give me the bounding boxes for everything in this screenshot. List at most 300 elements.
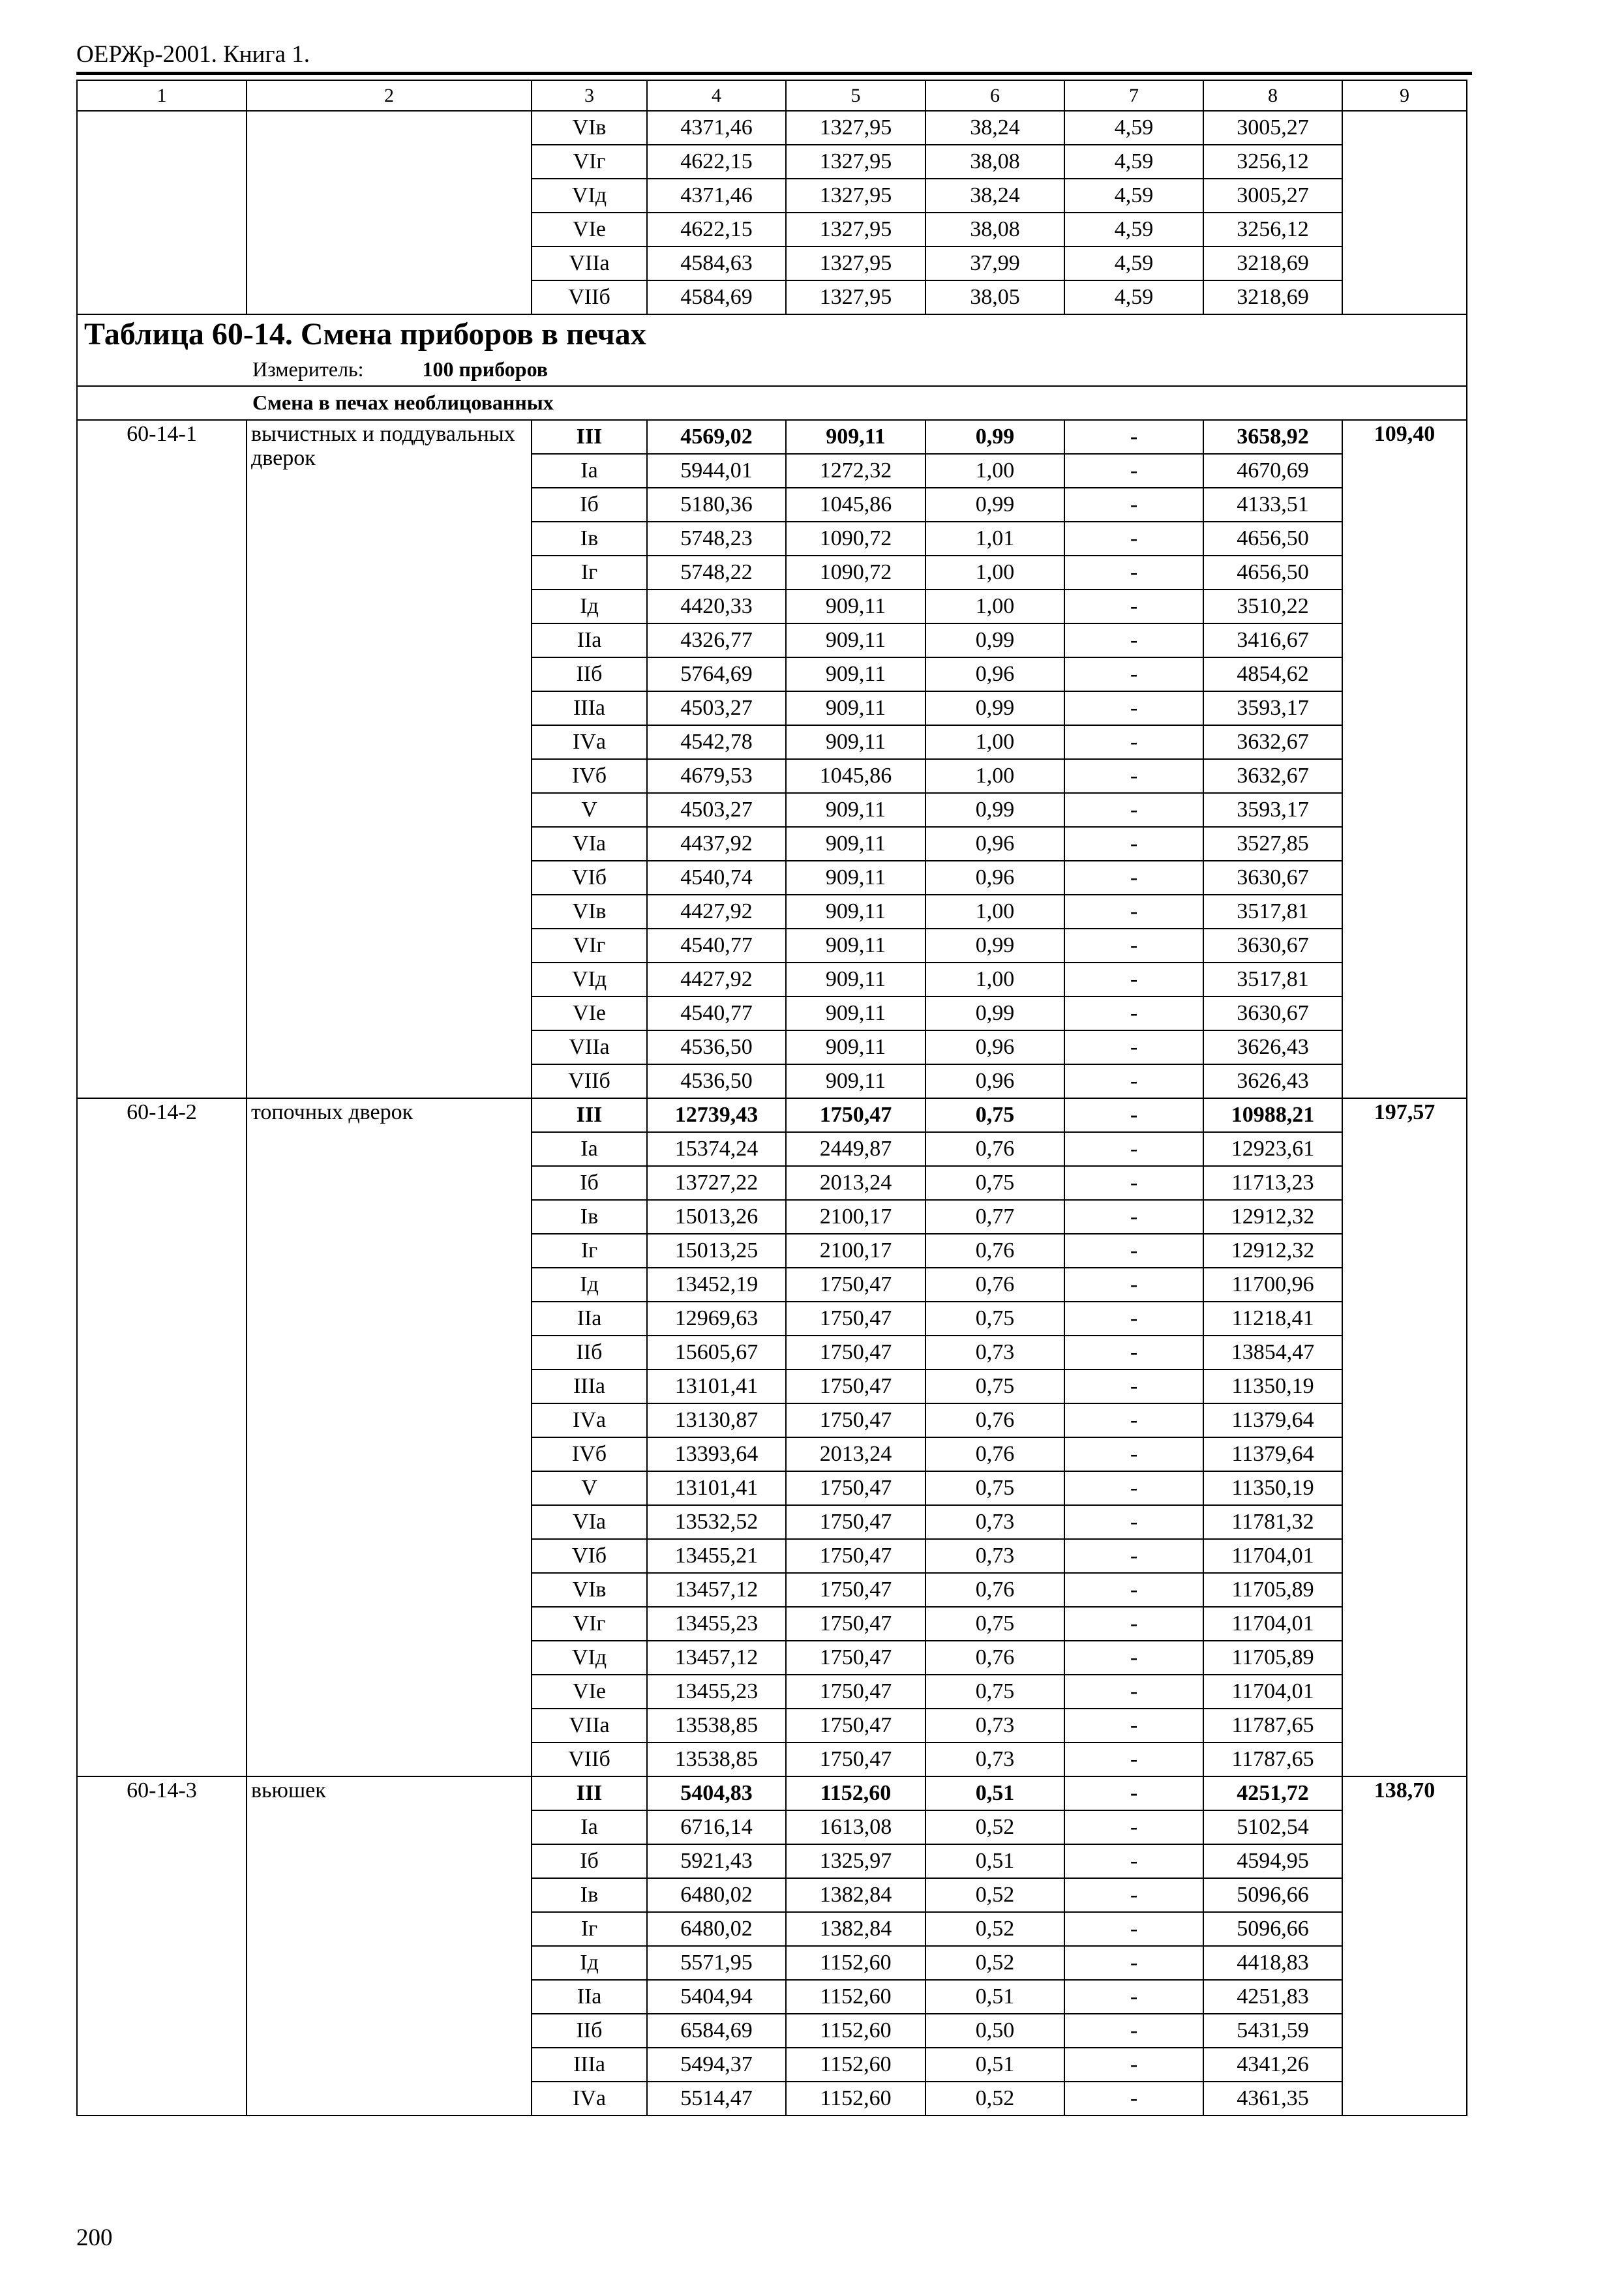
table-cell: 12912,32 <box>1203 1234 1342 1268</box>
measure-value: 100 приборов <box>422 357 549 382</box>
table-cell: III <box>532 420 647 454</box>
table-cell: 0,99 <box>925 691 1064 725</box>
table-cell: 0,75 <box>925 1098 1064 1132</box>
table-cell: 4251,72 <box>1203 1776 1342 1810</box>
table-cell: Iд <box>532 590 647 623</box>
table-cell: 0,76 <box>925 1234 1064 1268</box>
table-cell: 38,24 <box>925 179 1064 213</box>
section-title: Смена в печах необлицованных <box>77 386 1467 420</box>
table-cell: 13457,12 <box>647 1641 786 1675</box>
table-cell: - <box>1064 1030 1203 1064</box>
table-cell: 1,01 <box>925 522 1064 556</box>
extra-cell <box>1342 111 1467 314</box>
table-cell: 4569,02 <box>647 420 786 454</box>
column-number: 1 <box>77 80 247 111</box>
table-row <box>77 420 1467 454</box>
code-cell: 60-14-2 <box>77 1098 247 1776</box>
table-cell: 1750,47 <box>786 1675 925 1709</box>
table-cell: 0,75 <box>925 1166 1064 1200</box>
table-cell: VIе <box>532 996 647 1030</box>
table-cell: 0,50 <box>925 2014 1064 2048</box>
table-cell: VIIб <box>532 280 647 314</box>
table-cell: 1750,47 <box>786 1302 925 1336</box>
table-cell: IVа <box>532 1403 647 1437</box>
table-cell: - <box>1064 454 1203 488</box>
table-cell: 1613,08 <box>786 1810 925 1844</box>
table-cell: - <box>1064 1505 1203 1539</box>
table-cell: 0,73 <box>925 1336 1064 1369</box>
table-cell: 0,99 <box>925 420 1064 454</box>
table-cell: 12923,61 <box>1203 1132 1342 1166</box>
code-cell <box>77 111 247 314</box>
table-cell: 909,11 <box>786 996 925 1030</box>
table-title: Таблица 60-14. Смена приборов в печах <box>77 314 1467 354</box>
table-cell: 15374,24 <box>647 1132 786 1166</box>
table-cell: - <box>1064 1573 1203 1607</box>
table-cell: 0,75 <box>925 1302 1064 1336</box>
table-cell: IIа <box>532 1980 647 2014</box>
table-cell: - <box>1064 1980 1203 2014</box>
column-number: 7 <box>1064 80 1203 111</box>
table-cell: 0,96 <box>925 657 1064 691</box>
table-cell: IVб <box>532 1437 647 1471</box>
table-cell: 1382,84 <box>786 1912 925 1946</box>
table-cell: Iг <box>532 1234 647 1268</box>
table-cell: V <box>532 1471 647 1505</box>
table-cell: 37,99 <box>925 247 1064 280</box>
table-cell: - <box>1064 895 1203 929</box>
table-cell: 1,00 <box>925 454 1064 488</box>
table-cell: IVб <box>532 759 647 793</box>
table-cell: 909,11 <box>786 793 925 827</box>
table-cell: 909,11 <box>786 895 925 929</box>
table-cell: 1750,47 <box>786 1641 925 1675</box>
measure-label: Измеритель: <box>252 357 364 382</box>
table-cell: 1152,60 <box>786 1980 925 2014</box>
table-cell: 1750,47 <box>786 1369 925 1403</box>
column-number: 8 <box>1203 80 1342 111</box>
table-row <box>77 1776 1467 1810</box>
table-cell: Iг <box>532 1912 647 1946</box>
table-cell: IIIа <box>532 2048 647 2082</box>
table-cell: IIб <box>532 657 647 691</box>
table-cell: 38,08 <box>925 145 1064 179</box>
table-cell: 3416,67 <box>1203 623 1342 657</box>
extra-cell: 138,70 <box>1342 1776 1467 2116</box>
table-cell: 11705,89 <box>1203 1573 1342 1607</box>
table-cell: 13455,23 <box>647 1675 786 1709</box>
table-cell: 4536,50 <box>647 1064 786 1098</box>
table-cell: 11781,32 <box>1203 1505 1342 1539</box>
table-cell: 0,73 <box>925 1743 1064 1776</box>
table-cell: 4679,53 <box>647 759 786 793</box>
table-cell: 12912,32 <box>1203 1200 1342 1234</box>
table-cell: VIг <box>532 145 647 179</box>
table-cell: 0,51 <box>925 1980 1064 2014</box>
table-cell: - <box>1064 1844 1203 1878</box>
table-cell: 0,96 <box>925 827 1064 861</box>
table-cell: - <box>1064 1302 1203 1336</box>
table-cell: 3218,69 <box>1203 280 1342 314</box>
table-cell: VIIа <box>532 1030 647 1064</box>
table-cell: VIIа <box>532 247 647 280</box>
table-cell: - <box>1064 1709 1203 1743</box>
table-cell: 4540,77 <box>647 929 786 963</box>
table-cell: 2100,17 <box>786 1200 925 1234</box>
table-cell: 4536,50 <box>647 1030 786 1064</box>
table-cell: IIб <box>532 2014 647 2048</box>
section-row <box>77 386 1467 420</box>
measure-row <box>77 354 1467 386</box>
table-cell: - <box>1064 1675 1203 1709</box>
table-cell: 5180,36 <box>647 488 786 522</box>
table-cell: 1327,95 <box>786 145 925 179</box>
table-cell: 4622,15 <box>647 145 786 179</box>
table-cell: 4371,46 <box>647 111 786 145</box>
table-cell: 5921,43 <box>647 1844 786 1878</box>
table-cell: 909,11 <box>786 963 925 996</box>
table-cell: 13727,22 <box>647 1166 786 1200</box>
table-cell: - <box>1064 725 1203 759</box>
table-cell: - <box>1064 1641 1203 1675</box>
table-cell: 5404,83 <box>647 1776 786 1810</box>
table-cell: VIб <box>532 861 647 895</box>
table-cell: 5764,69 <box>647 657 786 691</box>
table-cell: 13538,85 <box>647 1743 786 1776</box>
table-cell: - <box>1064 590 1203 623</box>
table-cell: 909,11 <box>786 691 925 725</box>
table-cell: - <box>1064 1064 1203 1098</box>
table-cell: 3256,12 <box>1203 145 1342 179</box>
table-cell: 0,99 <box>925 929 1064 963</box>
table-cell: 38,08 <box>925 213 1064 247</box>
table-cell: 1,00 <box>925 963 1064 996</box>
table-cell: III <box>532 1098 647 1132</box>
table-cell: 0,52 <box>925 1912 1064 1946</box>
table-cell: - <box>1064 1369 1203 1403</box>
table-cell: 5096,66 <box>1203 1912 1342 1946</box>
table-cell: 11787,65 <box>1203 1709 1342 1743</box>
table-cell: VIIб <box>532 1743 647 1776</box>
table-cell: - <box>1064 488 1203 522</box>
table-cell: 4594,95 <box>1203 1844 1342 1878</box>
column-number-row <box>77 80 1467 111</box>
table-cell: 1090,72 <box>786 556 925 590</box>
table-cell: 0,75 <box>925 1607 1064 1641</box>
table-cell: VIг <box>532 929 647 963</box>
table-cell: - <box>1064 556 1203 590</box>
table-cell: 11704,01 <box>1203 1607 1342 1641</box>
table-cell: 4503,27 <box>647 691 786 725</box>
table-cell: IVа <box>532 2082 647 2116</box>
table-cell: 1152,60 <box>786 1776 925 1810</box>
table-cell: - <box>1064 759 1203 793</box>
table-cell: 1382,84 <box>786 1878 925 1912</box>
table-cell: 1750,47 <box>786 1336 925 1369</box>
table-cell: - <box>1064 1946 1203 1980</box>
table-cell: 909,11 <box>786 827 925 861</box>
table-cell: 5102,54 <box>1203 1810 1342 1844</box>
table-cell: 13452,19 <box>647 1268 786 1302</box>
table-cell: 4251,83 <box>1203 1980 1342 2014</box>
table-cell: 4371,46 <box>647 179 786 213</box>
table-cell: Iб <box>532 1844 647 1878</box>
table-cell: 0,73 <box>925 1709 1064 1743</box>
table-cell: 11713,23 <box>1203 1166 1342 1200</box>
table-cell: VIа <box>532 1505 647 1539</box>
table-cell: 0,96 <box>925 1030 1064 1064</box>
table-cell: - <box>1064 861 1203 895</box>
table-row <box>77 111 1467 145</box>
table-cell: 3630,67 <box>1203 861 1342 895</box>
column-number: 9 <box>1342 80 1467 111</box>
extra-cell: 197,57 <box>1342 1098 1467 1776</box>
table-cell: 0,99 <box>925 996 1064 1030</box>
table-cell: - <box>1064 691 1203 725</box>
table-cell: 4341,26 <box>1203 2048 1342 2082</box>
table-cell: 1750,47 <box>786 1268 925 1302</box>
table-cell: 3005,27 <box>1203 179 1342 213</box>
table-cell: 13393,64 <box>647 1437 786 1471</box>
table-cell: 11218,41 <box>1203 1302 1342 1336</box>
table-cell: 3593,17 <box>1203 793 1342 827</box>
name-cell: вычистных и поддувальных дверок <box>247 420 532 1098</box>
table-cell: 4,59 <box>1064 179 1203 213</box>
table-cell: 3630,67 <box>1203 996 1342 1030</box>
table-cell: 4670,69 <box>1203 454 1342 488</box>
price-table <box>76 80 1467 2116</box>
table-cell: IIа <box>532 1302 647 1336</box>
name-cell: топочных дверок <box>247 1098 532 1776</box>
table-cell: IIIа <box>532 691 647 725</box>
table-cell: 1,00 <box>925 590 1064 623</box>
table-cell: 4,59 <box>1064 145 1203 179</box>
table-cell: VIе <box>532 1675 647 1709</box>
table-cell: 38,24 <box>925 111 1064 145</box>
table-cell: Iб <box>532 1166 647 1200</box>
table-cell: - <box>1064 1268 1203 1302</box>
table-cell: 3005,27 <box>1203 111 1342 145</box>
table-cell: 1152,60 <box>786 1946 925 1980</box>
table-cell: 4427,92 <box>647 963 786 996</box>
code-cell: 60-14-1 <box>77 420 247 1098</box>
table-cell: 0,76 <box>925 1437 1064 1471</box>
table-cell: - <box>1064 1539 1203 1573</box>
table-cell: 0,76 <box>925 1403 1064 1437</box>
table-cell: - <box>1064 420 1203 454</box>
table-cell: 1327,95 <box>786 111 925 145</box>
table-cell: 15013,26 <box>647 1200 786 1234</box>
table-cell: 3626,43 <box>1203 1030 1342 1064</box>
table-cell: 3630,67 <box>1203 929 1342 963</box>
table-cell: 15605,67 <box>647 1336 786 1369</box>
table-cell: - <box>1064 996 1203 1030</box>
table-cell: 11705,89 <box>1203 1641 1342 1675</box>
table-cell: - <box>1064 1336 1203 1369</box>
table-cell: - <box>1064 1132 1203 1166</box>
table-cell: 0,99 <box>925 623 1064 657</box>
table-cell: - <box>1064 1234 1203 1268</box>
table-cell: 5944,01 <box>647 454 786 488</box>
table-cell: 5748,23 <box>647 522 786 556</box>
table-cell: VIг <box>532 1607 647 1641</box>
table-cell: - <box>1064 2014 1203 2048</box>
table-cell: - <box>1064 657 1203 691</box>
table-cell: 1152,60 <box>786 2014 925 2048</box>
table-cell: 2013,24 <box>786 1166 925 1200</box>
table-cell: 6480,02 <box>647 1878 786 1912</box>
table-cell: 3626,43 <box>1203 1064 1342 1098</box>
table-cell: VIд <box>532 963 647 996</box>
table-cell: 11787,65 <box>1203 1743 1342 1776</box>
table-cell: Iв <box>532 522 647 556</box>
table-cell: 1750,47 <box>786 1607 925 1641</box>
table-cell: 4,59 <box>1064 280 1203 314</box>
table-cell: 2013,24 <box>786 1437 925 1471</box>
table-cell: 5494,37 <box>647 2048 786 2082</box>
table-cell: 1327,95 <box>786 179 925 213</box>
table-cell: 11700,96 <box>1203 1268 1342 1302</box>
table-cell: 5514,47 <box>647 2082 786 2116</box>
table-cell: 13532,52 <box>647 1505 786 1539</box>
table-cell: 0,52 <box>925 1878 1064 1912</box>
table-cell: 0,73 <box>925 1539 1064 1573</box>
table-cell: 13854,47 <box>1203 1336 1342 1369</box>
table-cell: VIв <box>532 895 647 929</box>
table-cell: 13538,85 <box>647 1709 786 1743</box>
table-cell: 5404,94 <box>647 1980 786 2014</box>
table-cell: 11379,64 <box>1203 1403 1342 1437</box>
table-cell: 3593,17 <box>1203 691 1342 725</box>
measure <box>77 354 1467 386</box>
table-cell: 909,11 <box>786 420 925 454</box>
table-cell: 909,11 <box>786 1030 925 1064</box>
column-number: 3 <box>532 80 647 111</box>
table-cell: 0,75 <box>925 1369 1064 1403</box>
table-cell: - <box>1064 963 1203 996</box>
table-cell: 1,00 <box>925 556 1064 590</box>
table-cell: - <box>1064 1743 1203 1776</box>
table-cell: 1327,95 <box>786 247 925 280</box>
table-cell: 4584,69 <box>647 280 786 314</box>
table-cell: 1750,47 <box>786 1573 925 1607</box>
table-cell: 909,11 <box>786 929 925 963</box>
table-cell: 1327,95 <box>786 213 925 247</box>
table-cell: 13130,87 <box>647 1403 786 1437</box>
page-number: 200 <box>76 2224 113 2251</box>
table-cell: 0,99 <box>925 488 1064 522</box>
extra-cell: 109,40 <box>1342 420 1467 1098</box>
table-cell: 0,76 <box>925 1268 1064 1302</box>
table-cell: VIд <box>532 1641 647 1675</box>
table-cell: Iв <box>532 1878 647 1912</box>
table-cell: - <box>1064 1098 1203 1132</box>
table-cell: 3658,92 <box>1203 420 1342 454</box>
table-cell: - <box>1064 1878 1203 1912</box>
table-cell: 0,77 <box>925 1200 1064 1234</box>
table-cell: 1750,47 <box>786 1709 925 1743</box>
table-cell: 1750,47 <box>786 1471 925 1505</box>
table-cell: - <box>1064 1471 1203 1505</box>
table-cell: 1152,60 <box>786 2082 925 2116</box>
table-cell: - <box>1064 929 1203 963</box>
table-cell: 13455,23 <box>647 1607 786 1641</box>
table-cell: 3218,69 <box>1203 247 1342 280</box>
table-cell: - <box>1064 1437 1203 1471</box>
table-cell: 0,51 <box>925 2048 1064 2082</box>
code-cell: 60-14-3 <box>77 1776 247 2116</box>
table-cell: 1045,86 <box>786 488 925 522</box>
table-cell: 4361,35 <box>1203 2082 1342 2116</box>
column-number: 4 <box>647 80 786 111</box>
table-cell: - <box>1064 522 1203 556</box>
table-cell: 909,11 <box>786 623 925 657</box>
table-cell: 6716,14 <box>647 1810 786 1844</box>
table-cell: 12739,43 <box>647 1098 786 1132</box>
table-cell: 13101,41 <box>647 1471 786 1505</box>
table-cell: VIе <box>532 213 647 247</box>
table-cell: 5431,59 <box>1203 2014 1342 2048</box>
table-cell: 0,73 <box>925 1505 1064 1539</box>
table-cell: 0,75 <box>925 1675 1064 1709</box>
table-cell: 6480,02 <box>647 1912 786 1946</box>
table-cell: 0,96 <box>925 861 1064 895</box>
table-cell: 4540,77 <box>647 996 786 1030</box>
table-cell: 1,00 <box>925 759 1064 793</box>
table-cell: 11704,01 <box>1203 1675 1342 1709</box>
table-cell: 4542,78 <box>647 725 786 759</box>
table-cell: 0,76 <box>925 1641 1064 1675</box>
table-cell: 3632,67 <box>1203 725 1342 759</box>
table-cell: - <box>1064 2048 1203 2082</box>
table-cell: Iа <box>532 1810 647 1844</box>
table-cell: Iа <box>532 454 647 488</box>
table-cell: - <box>1064 1403 1203 1437</box>
table-cell: 1045,86 <box>786 759 925 793</box>
table-cell: 1750,47 <box>786 1098 925 1132</box>
table-cell: 3517,81 <box>1203 895 1342 929</box>
header-rule <box>76 72 1472 75</box>
table-cell: 4540,74 <box>647 861 786 895</box>
table-cell: 909,11 <box>786 861 925 895</box>
table-cell: 0,52 <box>925 1946 1064 1980</box>
table-cell: VIв <box>532 1573 647 1607</box>
table-cell: - <box>1064 793 1203 827</box>
table-cell: 6584,69 <box>647 2014 786 2048</box>
table-cell: 0,76 <box>925 1573 1064 1607</box>
table-cell: Iв <box>532 1200 647 1234</box>
table-cell: 3256,12 <box>1203 213 1342 247</box>
table-cell: 4503,27 <box>647 793 786 827</box>
table-cell: - <box>1064 623 1203 657</box>
table-cell: 11350,19 <box>1203 1471 1342 1505</box>
table-cell: 13101,41 <box>647 1369 786 1403</box>
table-cell: 1325,97 <box>786 1844 925 1878</box>
table-cell: 2449,87 <box>786 1132 925 1166</box>
table-row <box>77 1098 1467 1132</box>
table-cell: Iб <box>532 488 647 522</box>
table-cell: 13457,12 <box>647 1573 786 1607</box>
table-cell: 4,59 <box>1064 111 1203 145</box>
table-cell: 1750,47 <box>786 1505 925 1539</box>
table-cell: 0,99 <box>925 793 1064 827</box>
table-cell: 1,00 <box>925 895 1064 929</box>
table-cell: 1090,72 <box>786 522 925 556</box>
table-cell: Iг <box>532 556 647 590</box>
table-cell: - <box>1064 1776 1203 1810</box>
table-cell: 1152,60 <box>786 2048 925 2082</box>
table-cell: 0,51 <box>925 1776 1064 1810</box>
